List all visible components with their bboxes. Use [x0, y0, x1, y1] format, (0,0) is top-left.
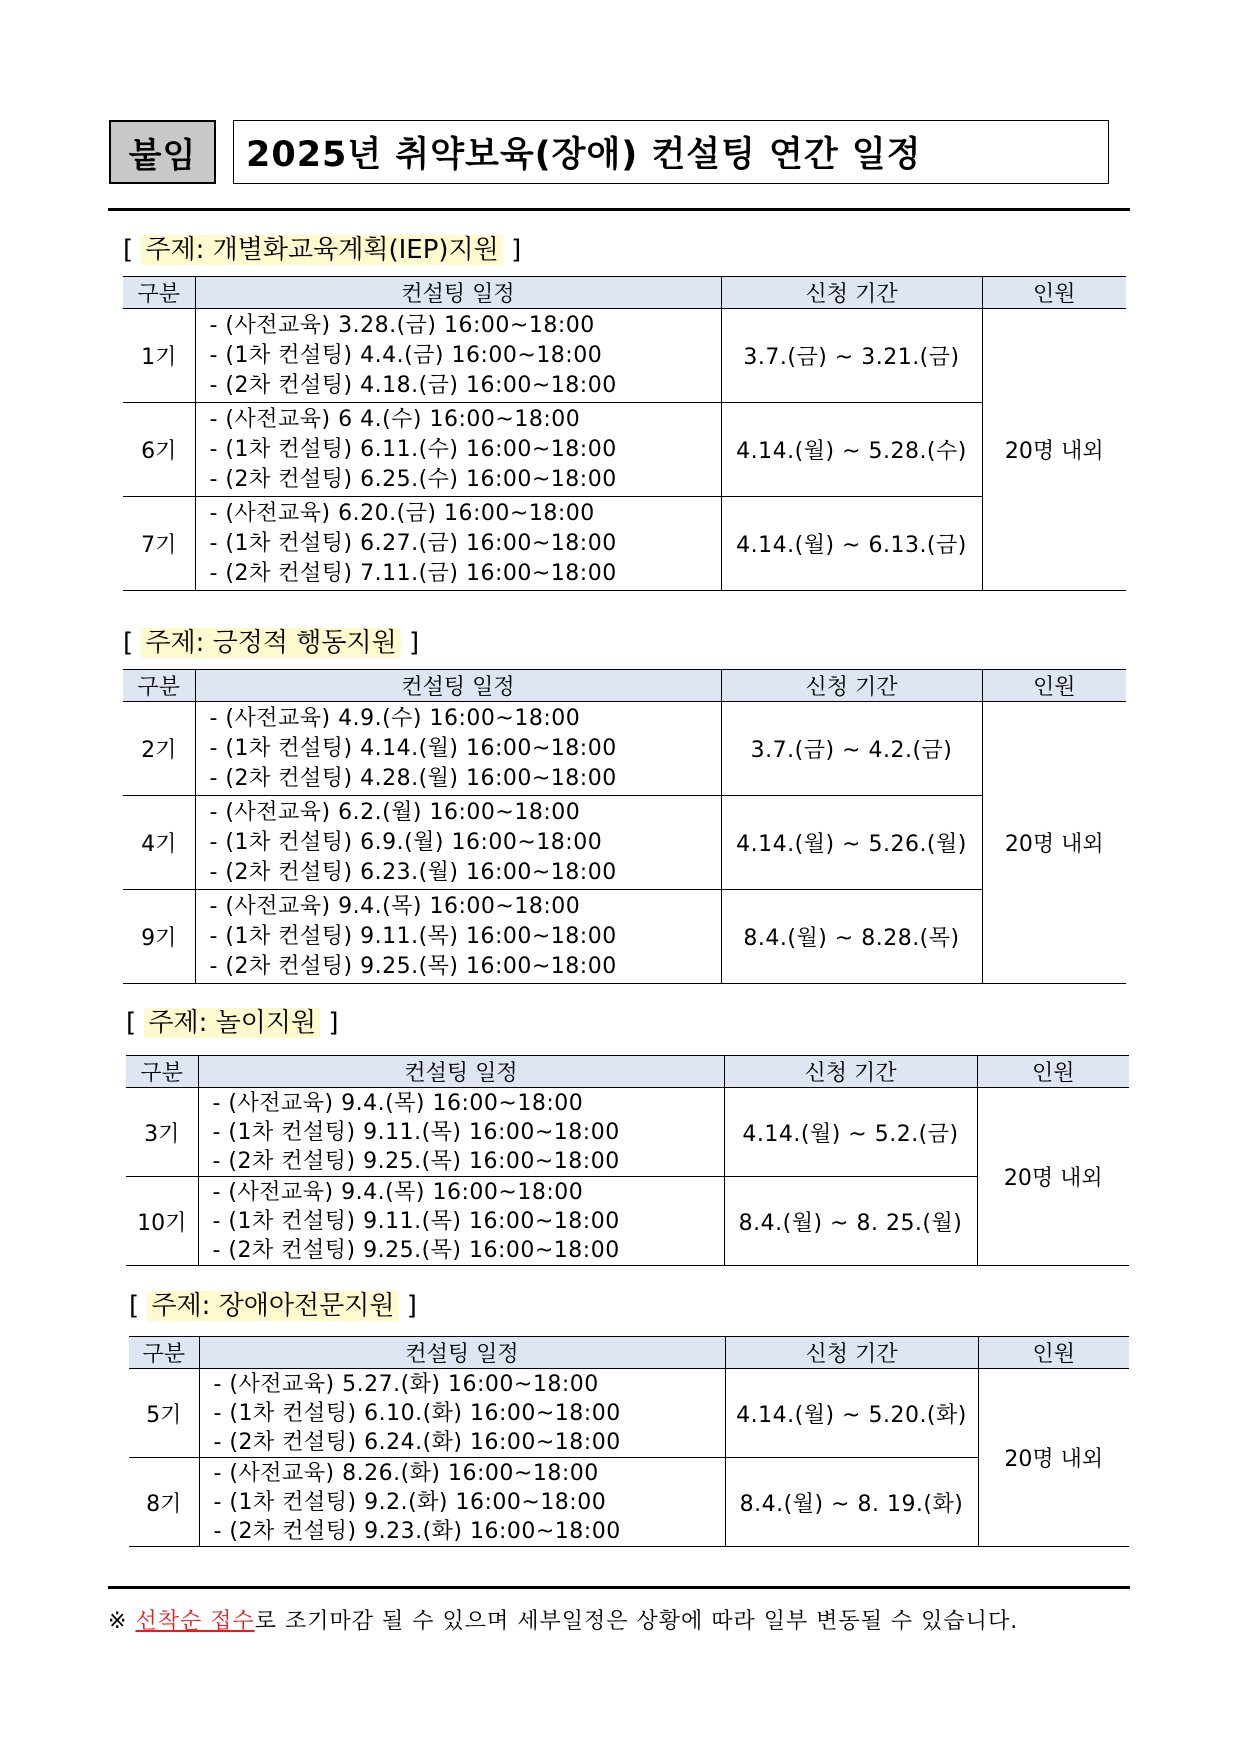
section-topic: 주제: 장애아전문지원 [147, 1291, 398, 1321]
schedule-line: - (2차 컨설팅) 9.25.(목) 16:00~18:00 [212, 1237, 620, 1263]
bracket-close: ] [511, 235, 522, 265]
schedule-table [123, 669, 1126, 984]
group-cell: 3기 [126, 1088, 198, 1177]
table-row [123, 796, 1126, 890]
schedule-cell [199, 1458, 725, 1547]
col-header-period: 신청 기간 [721, 670, 982, 702]
group-cell: 4기 [123, 796, 195, 890]
group-cell: 7기 [123, 497, 195, 591]
col-header-group: 구분 [129, 1337, 199, 1369]
bracket-close: ] [409, 628, 420, 658]
period-cell: 4.14.(월) ~ 5.2.(금) [724, 1088, 977, 1177]
schedule-line: - (2차 컨설팅) 6.24.(화) 16:00~18:00 [213, 1429, 621, 1455]
footnote [108, 1604, 1018, 1635]
col-header-period: 신청 기간 [725, 1337, 978, 1369]
group-cell: 1기 [123, 309, 195, 403]
bracket-close: ] [406, 1291, 417, 1321]
schedule-line: - (2차 컨설팅) 6.23.(월) 16:00~18:00 [209, 859, 617, 885]
schedule-cell [195, 497, 721, 591]
period-cell: 4.14.(월) ~ 5.28.(수) [721, 403, 982, 497]
section-heading [123, 623, 419, 663]
footnote-text: 로 조기마감 될 수 있으며 세부일정은 상황에 따라 일부 변동될 수 있습니다. [254, 1609, 1019, 1634]
section-topic: 주제: 놀이지원 [144, 1008, 320, 1038]
schedule-line: - (2차 컨설팅) 9.25.(목) 16:00~18:00 [212, 1148, 620, 1174]
group-cell: 5기 [129, 1369, 199, 1458]
schedule-line: - (사전교육) 4.9.(수) 16:00~18:00 [209, 705, 581, 731]
schedule-line: - (사전교육) 6.20.(금) 16:00~18:00 [209, 500, 595, 526]
reference-mark: ※ [108, 1609, 128, 1634]
schedule-table [123, 276, 1126, 591]
attachment-tag: 붙임 [109, 120, 216, 184]
col-header-capacity: 인원 [978, 1337, 1129, 1369]
capacity-cell: 20명 내외 [982, 702, 1126, 984]
section-topic: 주제: 개별화교육계획(IEP)지원 [141, 235, 502, 265]
table-row [123, 309, 1126, 403]
bracket-open: [ [126, 1008, 137, 1038]
period-cell: 4.14.(월) ~ 6.13.(금) [721, 497, 982, 591]
bracket-open: [ [123, 235, 134, 265]
capacity-cell: 20명 내외 [977, 1088, 1129, 1266]
period-cell: 8.4.(월) ~ 8. 19.(화) [725, 1458, 978, 1547]
schedule-line: - (사전교육) 9.4.(목) 16:00~18:00 [212, 1090, 584, 1116]
section-heading [129, 1286, 417, 1326]
schedule-line: - (사전교육) 3.28.(금) 16:00~18:00 [209, 312, 595, 338]
schedule-cell [195, 403, 721, 497]
schedule-cell [199, 1369, 725, 1458]
page-title: 2025년 취약보육(장애) 컨설팅 연간 일정 [233, 120, 1109, 184]
section-heading [126, 1003, 339, 1043]
col-header-group: 구분 [126, 1056, 198, 1088]
bracket-open: [ [123, 628, 134, 658]
schedule-line: - (1차 컨설팅) 6.9.(월) 16:00~18:00 [209, 829, 603, 855]
schedule-cell [195, 796, 721, 890]
schedule-line: - (사전교육) 5.27.(화) 16:00~18:00 [213, 1371, 599, 1397]
bottom-divider [108, 1586, 1130, 1589]
group-cell: 6기 [123, 403, 195, 497]
table-row [123, 403, 1126, 497]
col-header-schedule: 컨설팅 일정 [198, 1056, 724, 1088]
schedule-cell [195, 702, 721, 796]
col-header-schedule: 컨설팅 일정 [195, 670, 721, 702]
schedule-line: - (사전교육) 8.26.(화) 16:00~18:00 [213, 1460, 599, 1486]
schedule-cell [198, 1088, 724, 1177]
period-cell: 4.14.(월) ~ 5.20.(화) [725, 1369, 978, 1458]
schedule-line: - (2차 컨설팅) 6.25.(수) 16:00~18:00 [209, 466, 617, 492]
period-cell: 8.4.(월) ~ 8. 25.(월) [724, 1177, 977, 1266]
col-header-schedule: 컨설팅 일정 [195, 277, 721, 309]
schedule-line: - (1차 컨설팅) 4.14.(월) 16:00~18:00 [209, 735, 617, 761]
col-header-capacity: 인원 [977, 1056, 1129, 1088]
schedule-table [126, 1055, 1129, 1266]
table-row [123, 890, 1126, 984]
col-header-period: 신청 기간 [721, 277, 982, 309]
capacity-cell: 20명 내외 [982, 309, 1126, 591]
col-header-group: 구분 [123, 277, 195, 309]
schedule-line: - (2차 컨설팅) 9.25.(목) 16:00~18:00 [209, 953, 617, 979]
table-row [126, 1088, 1129, 1177]
schedule-cell [195, 309, 721, 403]
first-come-highlight: 선착순 접수 [135, 1609, 255, 1634]
schedule-line: - (2차 컨설팅) 4.28.(월) 16:00~18:00 [209, 765, 617, 791]
schedule-line: - (1차 컨설팅) 4.4.(금) 16:00~18:00 [209, 342, 603, 368]
schedule-line: - (사전교육) 6 4.(수) 16:00~18:00 [209, 406, 581, 432]
period-cell: 8.4.(월) ~ 8.28.(목) [721, 890, 982, 984]
group-cell: 9기 [123, 890, 195, 984]
schedule-line: - (1차 컨설팅) 6.10.(화) 16:00~18:00 [213, 1400, 621, 1426]
schedule-line: - (사전교육) 9.4.(목) 16:00~18:00 [212, 1179, 584, 1205]
schedule-line: - (1차 컨설팅) 6.11.(수) 16:00~18:00 [209, 436, 617, 462]
period-cell: 3.7.(금) ~ 3.21.(금) [721, 309, 982, 403]
col-header-capacity: 인원 [982, 277, 1126, 309]
capacity-cell: 20명 내외 [978, 1369, 1129, 1547]
section-topic: 주제: 긍정적 행동지원 [141, 628, 400, 658]
bracket-close: ] [328, 1008, 339, 1038]
schedule-line: - (1차 컨설팅) 9.11.(목) 16:00~18:00 [212, 1119, 620, 1145]
schedule-table [129, 1336, 1129, 1547]
bracket-open: [ [129, 1291, 140, 1321]
schedule-cell [195, 890, 721, 984]
table-row [129, 1369, 1129, 1458]
period-cell: 3.7.(금) ~ 4.2.(금) [721, 702, 982, 796]
col-header-capacity: 인원 [982, 670, 1126, 702]
table-row [123, 497, 1126, 591]
schedule-line: - (2차 컨설팅) 4.18.(금) 16:00~18:00 [209, 372, 617, 398]
top-divider [108, 208, 1130, 211]
schedule-cell [198, 1177, 724, 1266]
schedule-line: - (1차 컨설팅) 9.2.(화) 16:00~18:00 [213, 1489, 607, 1515]
group-cell: 8기 [129, 1458, 199, 1547]
schedule-line: - (2차 컨설팅) 9.23.(화) 16:00~18:00 [213, 1518, 621, 1544]
group-cell: 10기 [126, 1177, 198, 1266]
col-header-group: 구분 [123, 670, 195, 702]
group-cell: 2기 [123, 702, 195, 796]
period-cell: 4.14.(월) ~ 5.26.(월) [721, 796, 982, 890]
col-header-schedule: 컨설팅 일정 [199, 1337, 725, 1369]
section-heading [123, 230, 521, 270]
schedule-line: - (사전교육) 9.4.(목) 16:00~18:00 [209, 893, 581, 919]
schedule-line: - (사전교육) 6.2.(월) 16:00~18:00 [209, 799, 581, 825]
schedule-line: - (1차 컨설팅) 9.11.(목) 16:00~18:00 [212, 1208, 620, 1234]
col-header-period: 신청 기간 [724, 1056, 977, 1088]
table-row [123, 702, 1126, 796]
schedule-line: - (1차 컨설팅) 9.11.(목) 16:00~18:00 [209, 923, 617, 949]
schedule-line: - (1차 컨설팅) 6.27.(금) 16:00~18:00 [209, 530, 617, 556]
schedule-line: - (2차 컨설팅) 7.11.(금) 16:00~18:00 [209, 560, 617, 586]
